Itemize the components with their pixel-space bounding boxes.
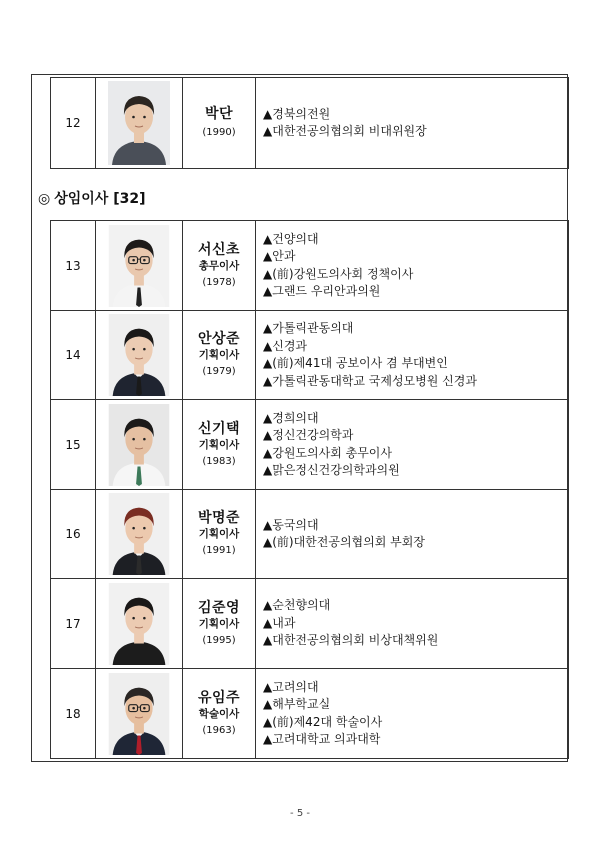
photo-cell: [96, 579, 183, 669]
career-line: ▲(前)강원도의사회 정책이사: [263, 266, 414, 281]
career-cell: [256, 579, 569, 669]
person-cell: [183, 221, 256, 311]
table-row: [51, 311, 569, 400]
birth-year: (1979): [202, 366, 236, 377]
birth-year: (1990): [202, 127, 236, 138]
portrait-image: [107, 673, 171, 755]
person-name: 서신초: [197, 241, 241, 258]
birth-year: (1983): [202, 455, 236, 467]
career-line: ▲내과: [263, 615, 296, 630]
career-line: ▲건양의대: [263, 231, 319, 246]
career-cell: [256, 669, 569, 759]
row-number: 12: [51, 78, 96, 169]
photo-cell: [96, 311, 183, 400]
career-line: ▲대한전공의협의회 비상대책위원: [263, 633, 439, 648]
career-line: ▲경북의전원: [263, 106, 331, 121]
portrait-image: [108, 81, 170, 165]
career-line: ▲대한전공의협의회 비대위원장: [263, 124, 427, 138]
person-cell: [183, 78, 256, 169]
row-number: 16: [51, 490, 96, 579]
photo-cell: [96, 400, 183, 490]
career-line: ▲순천향의대: [263, 598, 331, 613]
person-name: 박명준: [197, 510, 241, 526]
person-name: 안상준: [197, 331, 241, 347]
career-line: ▲(前)제42대 학술이사: [263, 714, 383, 729]
person-role: 학술이사: [198, 707, 240, 720]
row-number: 18: [51, 669, 96, 759]
person-role: 기획이사: [198, 617, 240, 630]
table-row: [51, 78, 569, 169]
person-cell: [183, 400, 256, 490]
birth-year: (1995): [202, 634, 236, 646]
career-line: ▲해부학교실: [263, 697, 331, 711]
career-cell: [256, 78, 569, 169]
double-circle-icon: ◎: [38, 191, 51, 207]
person-name: 유임주: [197, 689, 241, 706]
career-line: ▲고려의대: [263, 679, 319, 694]
person-cell: [183, 490, 256, 579]
portrait-image: [107, 314, 171, 396]
photo-cell: [96, 669, 183, 759]
table-row: [51, 490, 569, 579]
person-cell: [183, 311, 256, 400]
person-cell: [183, 579, 256, 669]
table-row: [51, 400, 569, 490]
person-role: 기획이사: [198, 528, 240, 540]
portrait-image: [107, 404, 171, 486]
top-roster-table: [50, 77, 569, 169]
career-line: ▲안과: [263, 249, 296, 263]
person-name: 김준영: [197, 599, 241, 616]
career-line: ▲(前)대한전공의협의회 부회장: [263, 535, 425, 549]
table-row: [51, 579, 569, 669]
table-row: [51, 221, 569, 311]
section-title-text: 상임이사 [32]: [54, 191, 146, 207]
career-cell: [256, 221, 569, 311]
person-role: 기획이사: [198, 438, 240, 451]
birth-year: (1963): [202, 724, 236, 736]
birth-year: (1978): [202, 276, 236, 288]
career-line: ▲고려대학교 의과대학: [263, 732, 381, 746]
section-title: [38, 188, 145, 208]
photo-cell: [96, 490, 183, 579]
row-number: 13: [51, 221, 96, 311]
portrait-image: [107, 583, 171, 665]
portrait-image: [107, 493, 171, 575]
row-number: 17: [51, 579, 96, 669]
portrait-image: [107, 225, 171, 307]
person-name: 신기택: [197, 420, 241, 437]
career-cell: [256, 490, 569, 579]
career-line: ▲그랜드 우리안과의원: [263, 284, 381, 298]
birth-year: (1991): [202, 545, 236, 556]
career-line: ▲가톨릭관동의대: [263, 321, 354, 335]
photo-cell: [96, 221, 183, 311]
career-line: ▲가톨릭관동대학교 국제성모병원 신경과: [263, 373, 477, 388]
career-line: ▲(前)제41대 공보이사 겸 부대변인: [263, 356, 448, 370]
career-line: ▲신경과: [263, 338, 308, 353]
career-line: ▲맑은정신건강의학과의원: [263, 463, 400, 477]
person-role: 총무이사: [198, 259, 240, 272]
table-row: [51, 669, 569, 759]
career-cell: [256, 311, 569, 400]
career-cell: [256, 400, 569, 490]
career-line: ▲정신건강의학과: [263, 428, 354, 442]
page-number: - 5 -: [290, 808, 310, 819]
photo-cell: [96, 78, 183, 169]
person-cell: [183, 669, 256, 759]
members-roster-table: [50, 220, 569, 759]
career-line: ▲강원도의사회 총무이사: [263, 445, 392, 460]
person-role: 기획이사: [198, 349, 240, 361]
career-line: ▲경희의대: [263, 410, 319, 425]
person-name: 박단: [204, 106, 234, 122]
career-line: ▲동국의대: [263, 517, 319, 532]
row-number: 15: [51, 400, 96, 490]
row-number: 14: [51, 311, 96, 400]
